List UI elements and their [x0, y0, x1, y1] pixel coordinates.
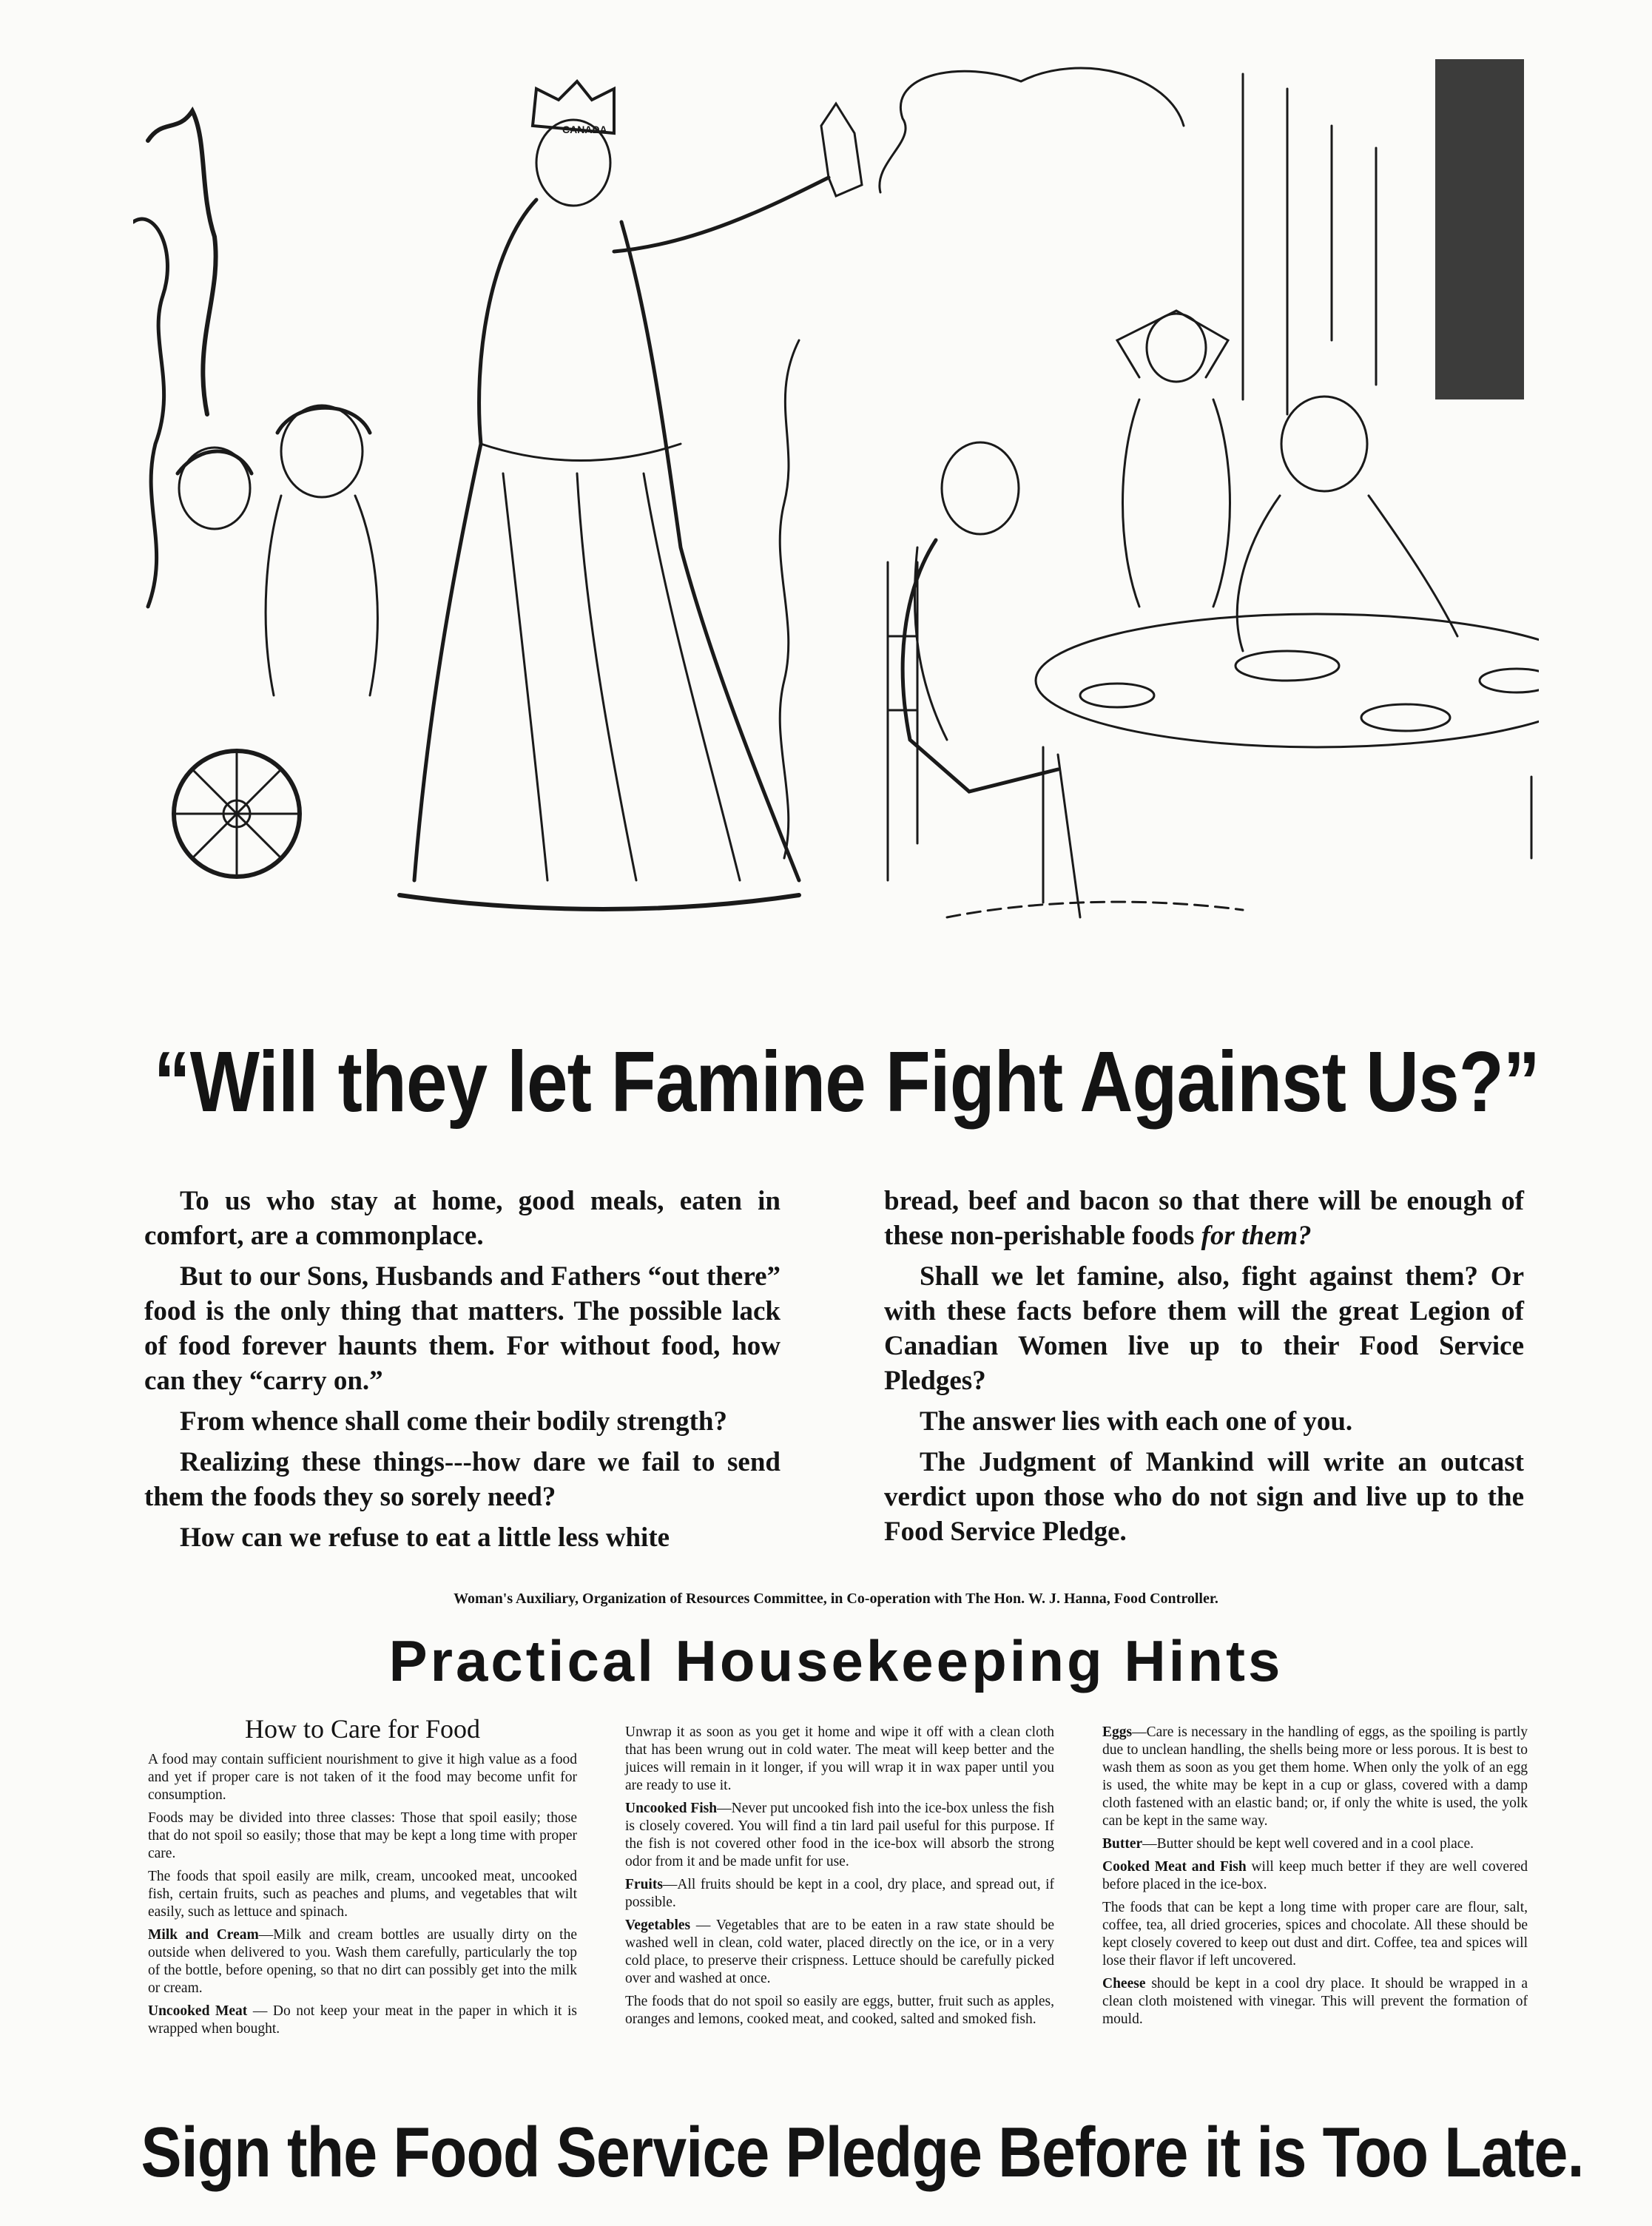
headline: “Will they let Famine Fight Against Us?”: [153, 1033, 1540, 1130]
hint-lead: Eggs: [1102, 1724, 1133, 1740]
hint-text: Unwrap it as soon as you get it home and wipe it off with a clean cloth that has been wrung out in cold water. The meat will keep better and the juices will remain in it longer, if you will wrap it in wax paper until you are ready to use it.: [625, 1724, 1054, 1793]
hint-text: Foods may be divided into three classes: Those that spoil easily; those that do not spoil so easily; those that may be kept a long time with proper care.: [148, 1810, 577, 1861]
appeal-paragraph: To us who stay at home, good meals, eaten in comfort, are a commonplace.: [144, 1186, 781, 1251]
appeal-paragraph: The answer lies with each one of you.: [920, 1406, 1353, 1437]
hint-paragraph: [1102, 1724, 1528, 1830]
hint-paragraph: [625, 1800, 1054, 1871]
appeal-continued-text: bread, beef and bacon so that there will be enough of these non-perishable foods: [884, 1186, 1524, 1251]
hint-lead: Butter: [1102, 1836, 1143, 1852]
appeal-left-column: [144, 1184, 781, 1561]
hint-paragraph: [625, 1917, 1054, 1988]
hint-lead: Milk and Cream: [148, 1927, 259, 1943]
hint-lead: Uncooked Meat: [148, 2003, 248, 2019]
hint-paragraph: [1102, 1835, 1528, 1853]
hint-paragraph: [625, 1724, 1054, 1795]
hint-paragraph: [1102, 1975, 1528, 2028]
appeal-emphasis: for them?: [1201, 1221, 1312, 1251]
hint-text: — Vegetables that are to be eaten in a raw state should be washed well in clean, cold water, placed directly on the ice, or in a very cold place, to preserve their crispness. Lettuce should be carefully picked over and washed at once.: [625, 1918, 1054, 1986]
footer-slogan: Sign the Food Service Pledge Before it is Too Late.: [141, 2113, 1584, 2192]
hints-column-3: [1102, 1724, 1528, 2034]
hint-lead: Vegetables: [625, 1918, 691, 1933]
hint-text: —Butter should be kept well covered and in a cool place.: [1142, 1836, 1474, 1852]
hint-text: — Do not keep your meat in the paper in which it is wrapped when bought.: [148, 2003, 577, 2037]
hints-subtitle: How to Care for Food: [245, 1714, 480, 1744]
hints-column-2: [625, 1724, 1054, 2034]
hint-text: The foods that spoil easily are milk, cream, uncooked meat, uncooked fish, certain fruits, such as peaches and plums, and vegetables that wilt easily, such as lettuce and spinach.: [148, 1869, 577, 1920]
hint-text: The foods that do not spoil so easily are eggs, butter, fruit such as apples, oranges and lemons, cooked meat, and cooked, salted and smoked fish.: [625, 1994, 1054, 2027]
appeal-paragraph: How can we refuse to eat a little less white: [180, 1522, 670, 1553]
appeal-paragraph: The Judgment of Mankind will write an outcast verdict upon those who do not sign and live up to the Food Service Pledge.: [884, 1447, 1524, 1547]
hint-lead: Cheese: [1102, 1976, 1146, 1991]
hint-text: —Care is necessary in the handling of eggs, as the spoiling is partly due to unclean handling, the shells being more or less porous. It is best to wash them as soon as you get them home. When only the yolk of an egg is used, the white may be kept in a cup or glass, covered with a damp cloth fastened with an elastic band; or, if only the white is used, the yolk can be kept in the same way.: [1102, 1724, 1528, 1829]
hint-text: —Never put uncooked fish into the ice-box unless the fish is closely covered. You will find a tin lard pail useful for this purpose. If the fish is not covered other food in the ice-box will absorb the strong odor from it and be made unfit for use.: [625, 1801, 1054, 1869]
credit-line: Woman's Auxiliary, Organization of Resources Committee, in Co-operation with The Hon. W. J. Hanna, Food Controller.: [454, 1591, 1218, 1607]
hint-paragraph: [625, 1876, 1054, 1912]
appeal-paragraph: From whence shall come their bodily strength?: [180, 1406, 727, 1437]
hint-paragraph: [148, 1868, 577, 1921]
hint-paragraph: [148, 1926, 577, 1997]
appeal-paragraph: Realizing these things---how dare we fail to send them the foods they so sorely need?: [144, 1447, 781, 1512]
hints-column-1: [148, 1714, 577, 2043]
hint-text: A food may contain sufficient nourishment to give it high value as a food and yet if proper care is not taken of it the food may become unfit for consumption.: [148, 1752, 577, 1803]
hint-paragraph: [148, 1751, 577, 1804]
hint-paragraph: [1102, 1899, 1528, 1970]
hint-text: —Milk and cream bottles are usually dirty on the outside when delivered to you. Wash them carefully, particularly the top of the bottle, before opening, so that no dirt can possibly get into the milk or cream.: [148, 1927, 577, 1996]
hints-title: Practical Housekeeping Hints: [388, 1628, 1284, 1693]
hint-text: will keep much better if they are well covered before placed in the ice-box.: [1102, 1859, 1528, 1892]
crown-text: CANADA: [562, 124, 607, 135]
propaganda-illustration: [133, 30, 1539, 1013]
hint-lead: Cooked Meat and Fish: [1102, 1859, 1247, 1875]
hint-text: should be kept in a cool dry place. It should be wrapped in a clean cloth moistened with vinegar. This will prevent the formation of mould.: [1102, 1976, 1528, 2027]
hint-text: —All fruits should be kept in a cool, dry place, and spread out, if possible.: [625, 1877, 1054, 1910]
hint-paragraph: [148, 2003, 577, 2038]
hint-text: The foods that can be kept a long time with proper care are flour, salt, coffee, tea, all dried groceries, spices and chocolate. All these should be kept closely covered to keep out dust and dirt. Coffee, tea and spices will lose their flavor if left uncovered.: [1102, 1900, 1528, 1969]
hint-paragraph: [625, 1993, 1054, 2028]
hint-lead: Uncooked Fish: [625, 1801, 718, 1816]
illustration-svg: [133, 30, 1539, 1013]
appeal-paragraph: But to our Sons, Husbands and Fathers “out there” food is the only thing that matters. The possible lack of food forever haunts them. For without food, how can they “carry on.”: [144, 1261, 781, 1396]
appeal-right-column: [884, 1184, 1524, 1555]
hint-paragraph: [1102, 1858, 1528, 1894]
hint-paragraph: [148, 1810, 577, 1863]
appeal-paragraph: Shall we let famine, also, fight against them? Or with these facts before them will the great Legion of Canadian Women live up to their Food Service Pledges?: [884, 1261, 1524, 1396]
hint-lead: Fruits: [625, 1877, 663, 1892]
appeal-paragraph-continued: [884, 1184, 1524, 1253]
